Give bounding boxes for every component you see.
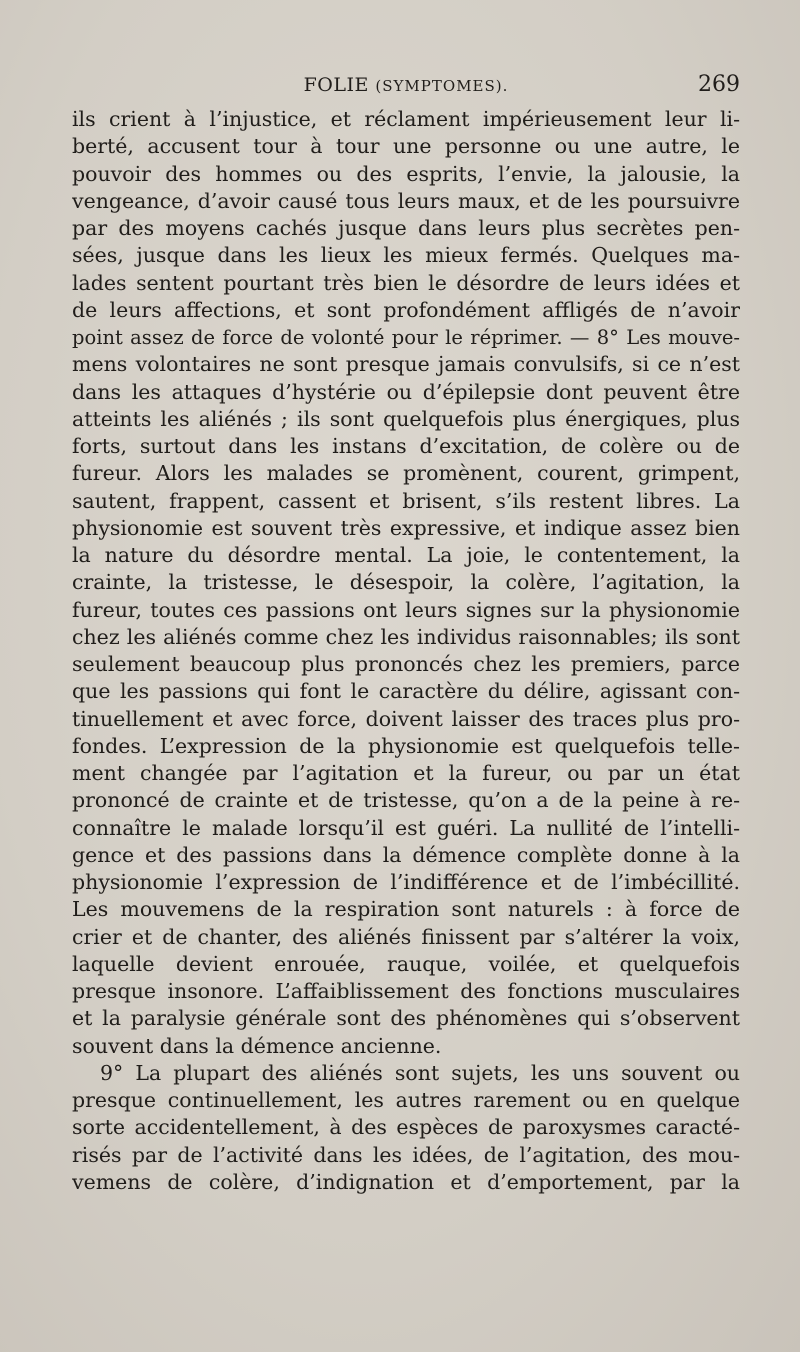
text-line: mens volontaires ne sont presque jamais convulsifs, si ce n’est <box>72 352 740 377</box>
text-line: seulement beaucoup plus prononcés chez les premiers, parce <box>72 652 740 676</box>
text-line: sées, jusque dans les lieux les mieux fermés. Quelques ma- <box>72 243 740 268</box>
text-line: connaître le malade lorsqu’il est guéri. La nullité de l’intelli- <box>72 815 740 840</box>
text-line: crier et de chanter, des aliénés finissent par s’altérer la voix, <box>72 924 740 949</box>
text-line: Les mouvemens de la respiration sont naturels : à force de <box>72 897 740 922</box>
running-title-sub: (SYMPTOMES). <box>375 77 509 95</box>
text-line: dans les attaques d’hystérie ou d’épilepsie dont peuvent être <box>72 379 740 404</box>
text-line: sorte accidentellement, à des espèces de paroxysmes caracté- <box>72 1115 740 1140</box>
text-line: atteints les aliénés ; ils sont quelquefois plus énergiques, plus <box>72 406 740 431</box>
text-line: souvent dans la démence ancienne. <box>72 1033 442 1058</box>
text-line: fureur. Alors les malades se promènent, courent, grimpent, <box>72 461 740 486</box>
text-line: chez les aliénés comme chez les individus raisonnables; ils sont <box>72 624 740 649</box>
text-line: et la paralysie générale sont des phénomènes qui s’observent <box>72 1006 740 1031</box>
text-line: la nature du désordre mental. La joie, le contentement, la <box>72 543 740 567</box>
text-line: de leurs affections, et sont profondément affligés de n’avoir <box>72 297 740 322</box>
text-line: presque continuellement, les autres rarement ou en quelque <box>72 1088 740 1112</box>
text-line: physionomie l’expression de l’indifférence et de l’imbécillité. <box>72 870 740 894</box>
running-head <box>72 72 740 102</box>
text-line: forts, surtout dans les instans d’excitation, de colère ou de <box>72 434 740 458</box>
text-line: crainte, la tristesse, le désespoir, la colère, l’agitation, la <box>72 570 740 595</box>
text-line: par des moyens cachés jusque dans leurs plus secrètes pen- <box>72 216 740 240</box>
text-line: ils crient à l’injustice, et réclament impérieusement leur li- <box>72 107 740 131</box>
text-line: que les passions qui font le caractère du délire, agissant con- <box>72 679 740 704</box>
text-line: pouvoir des hommes ou des esprits, l’envie, la jalousie, la <box>72 161 740 186</box>
text-line: fondes. L’expression de la physionomie est quelquefois telle- <box>72 733 740 758</box>
text-line: berté, accusent tour à tour une personne ou une autre, le <box>72 134 740 159</box>
text-line: risés par de l’activité dans les idées, de l’agitation, des mou- <box>72 1142 740 1167</box>
page-number: 269 <box>698 72 740 97</box>
text-line: point assez de force de volonté pour le réprimer. — 8° Les mouve- <box>72 326 740 349</box>
running-title-main: FOLIE <box>303 74 369 96</box>
text-line: vengeance, d’avoir causé tous leurs maux, et de les poursuivre <box>72 188 740 213</box>
text-line: laquelle devient enrouée, rauque, voilée, et quelquefois <box>72 951 740 976</box>
text-line: sautent, frappent, cassent et brisent, s’ils restent libres. La <box>72 488 740 513</box>
text-line: physionomie est souvent très expressive, et indique assez bien <box>72 515 740 540</box>
text-line: 9° La plupart des aliénés sont sujets, les uns souvent ou <box>100 1060 740 1085</box>
running-title <box>72 74 740 96</box>
text-line: gence et des passions dans la démence complète donne à la <box>72 842 740 867</box>
text-line: tinuellement et avec force, doivent laisser des traces plus pro- <box>72 706 740 731</box>
text-line: prononcé de crainte et de tristesse, qu’on a de la peine à re- <box>72 788 740 813</box>
text-line: lades sentent pourtant très bien le désordre de leurs idées et <box>72 270 740 295</box>
text-line: vemens de colère, d’indignation et d’emportement, par la <box>72 1169 740 1194</box>
body-text <box>72 106 740 1196</box>
text-line: presque insonore. L’affaiblissement des fonctions musculaires <box>72 979 740 1003</box>
text-line: fureur, toutes ces passions ont leurs signes sur la physionomie <box>72 597 740 622</box>
text-line: ment changée par l’agitation et la fureur, ou par un état <box>72 761 740 785</box>
